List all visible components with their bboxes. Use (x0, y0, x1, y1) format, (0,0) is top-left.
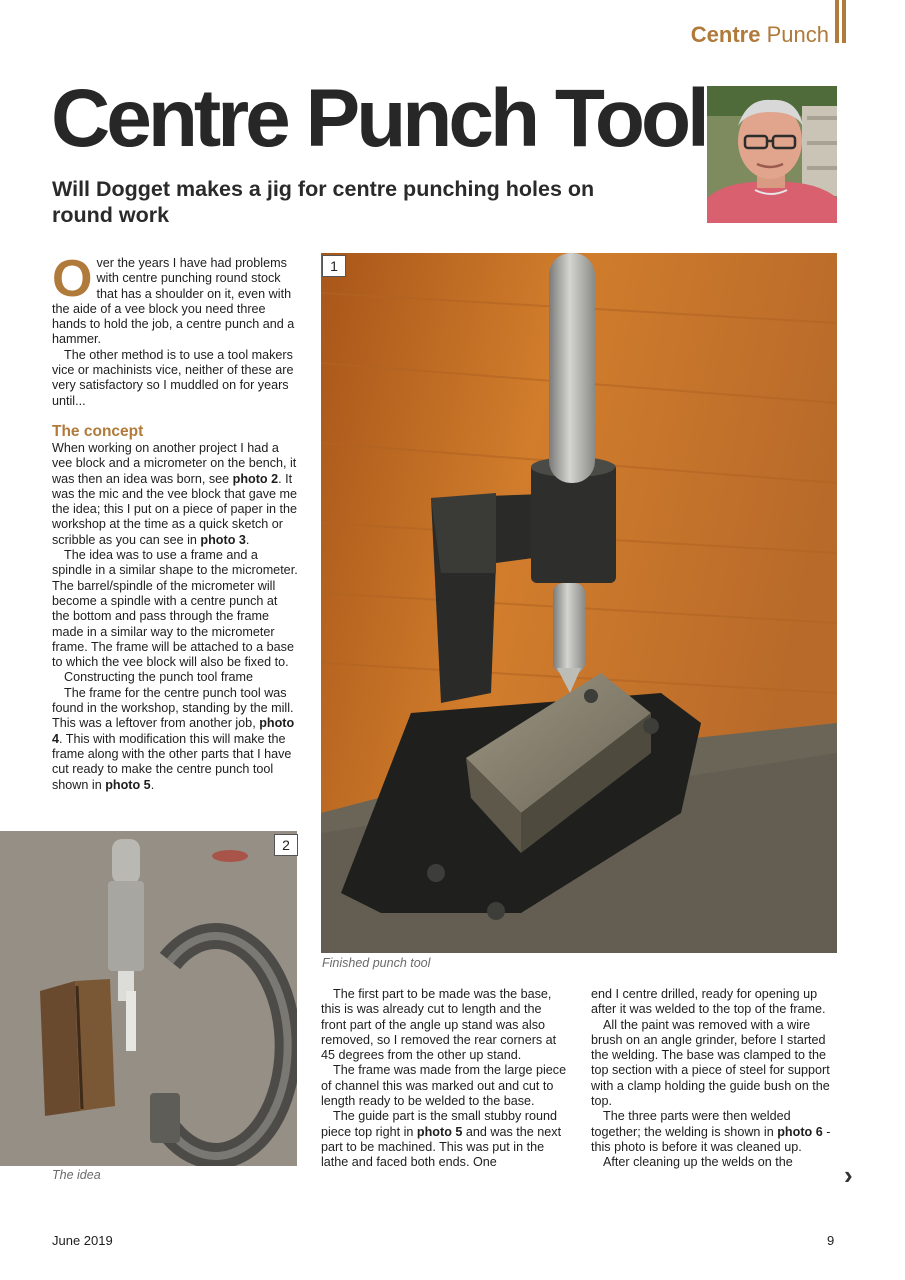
photo-the-idea (0, 831, 297, 1166)
concept-paragraph-2: The idea was to use a frame and a spindle in a similar shape to the micrometer. The barrel/spindle of the micrometer will become a spindle with a centre punch at the bottom and pass through the frame made in a similar way to the micrometer frame. The frame will be attached to a base to which the vee block will also be fixed to. (52, 548, 298, 670)
concept-paragraph-4: The frame for the centre punch tool was found in the workshop, standing by the mill. This was a leftover from another job, photo 4. This with modification this will make the frame along with the other parts that I have cut ready to make the centre punch tool shown in photo 5. (52, 685, 295, 792)
footer-date: June 2019 (52, 1233, 113, 1248)
photo-2-number: 2 (274, 834, 298, 856)
article-subtitle: Will Dogget makes a jig for centre punching holes on round work (52, 177, 595, 227)
photo-reference: photo 3 (200, 532, 246, 547)
photo-reference: photo 5 (416, 1124, 463, 1139)
page-number: 9 (827, 1233, 835, 1248)
mid-paragraph-1: The first part to be made was the base, this is was already cut to length and the front part of the angle up stand was also removed, so I removed the rear corners at 45 degrees from the other up stand. (321, 987, 557, 1063)
right-paragraph-1: end I centre drilled, ready for opening up after it was welded to the top of the frame. (591, 987, 826, 1017)
middle-column (321, 987, 567, 1171)
concept-paragraph-3: Constructing the punch tool frame (64, 670, 254, 685)
photo-reference: photo 6 (777, 1124, 823, 1139)
article-title: Centre Punch Tool (51, 73, 706, 164)
mid-paragraph-2: The frame was made from the large piece of channel this was marked out and cut to length ready to be welded to the base. (321, 1063, 567, 1109)
right-column (591, 987, 838, 1171)
section-tag (691, 22, 829, 48)
photo-2-caption: The idea (52, 1168, 101, 1182)
mid-paragraph-3: The guide part is the small stubby round piece top right in photo 5 and was the next part to be machined. This was put in the lathe and faced both ends. One (321, 1109, 562, 1170)
photo-reference: photo 2 (232, 471, 279, 486)
photo-reference: photo 4 (52, 716, 295, 746)
drop-cap: O (52, 250, 93, 308)
section-tag-bold: Centre (690, 22, 761, 47)
right-paragraph-2: All the paint was removed with a wire brush on an angle grinder, before I started the welding. The base was clamped to the top section with a piece of steel for support with a clamp holding the guide bush on the top. (591, 1017, 830, 1109)
right-paragraph-4: After cleaning up the welds on the (603, 1155, 793, 1170)
photo-finished-punch-tool (321, 253, 837, 953)
right-paragraph-3: The three parts were then welded together; the welding is shown in photo 6 - this photo is before it was cleaned up. (591, 1109, 831, 1154)
continue-arrow-icon[interactable]: › (844, 1160, 853, 1190)
photo-reference: photo 5 (105, 777, 151, 792)
section-tag-bars (835, 0, 847, 43)
photo-1-number: 1 (322, 255, 346, 277)
intro-paragraph-2: The other method is to use a tool makers vice or machinists vice, neither of these are very satisfactory so I muddled on for years until... (52, 347, 294, 408)
heading-the-concept: The concept (52, 422, 144, 440)
concept-paragraph-1: When working on another project I had a vee block and a micrometer on the bench, it was then an idea was born, see photo 2. It was the mic and the vee block that gave me the idea; this I put on a piece of paper in the workshop at the time as a quick sketch or scribble as you can see in photo 3. (52, 440, 298, 547)
author-portrait (707, 86, 837, 223)
section-tag-light: Punch (766, 22, 829, 47)
left-column (52, 250, 298, 793)
intro-paragraph-1: Over the years I have had problems with centre punching round stock that has a shoulder on it, even with the aide of a vee block you need three hands to hold the job, a centre punch and a hammer. (52, 250, 295, 347)
photo-1-caption: Finished punch tool (322, 956, 431, 970)
